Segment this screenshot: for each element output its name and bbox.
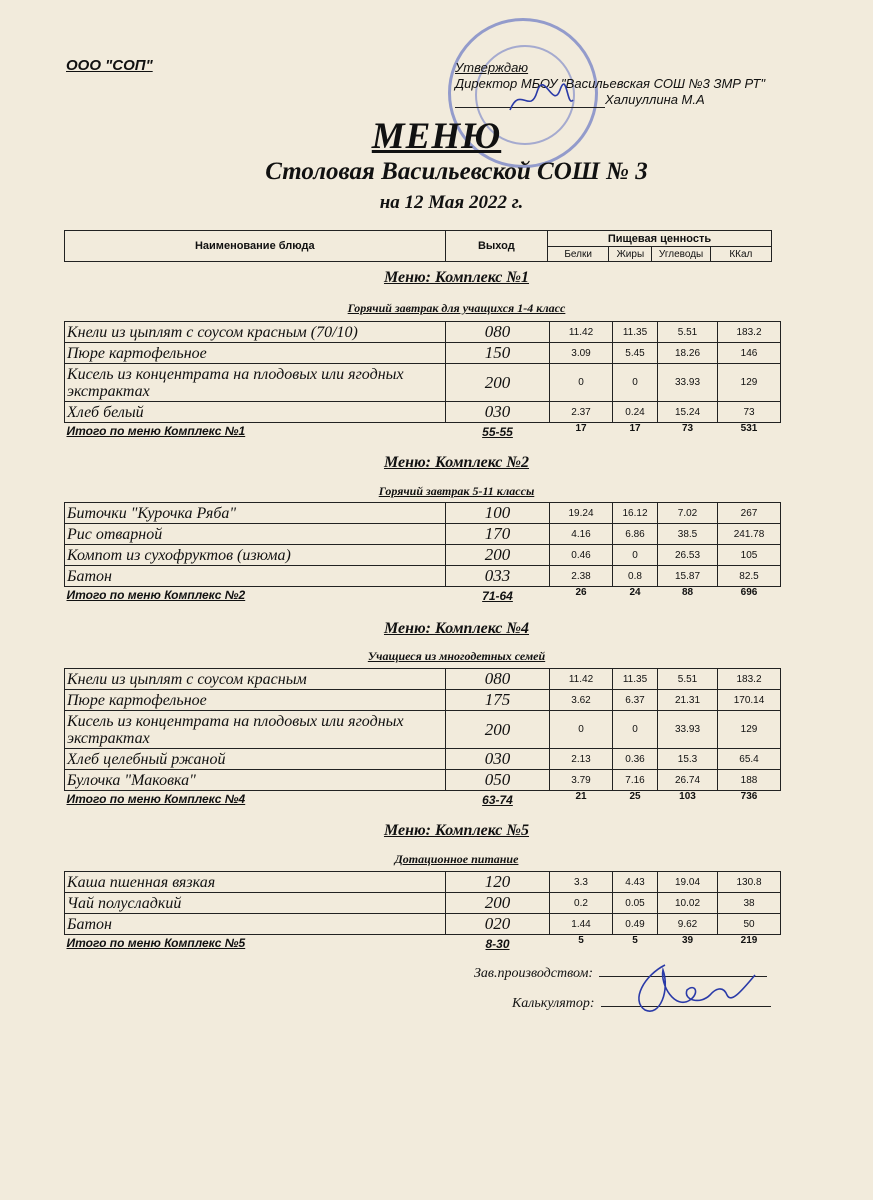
table-row: [65, 524, 781, 545]
dish-name: Батон: [65, 566, 446, 587]
total-fats: 5: [632, 935, 638, 946]
dish-fats: 0.8: [613, 566, 658, 587]
total-yield: 55-55: [482, 424, 513, 439]
dish-yield: 030: [446, 402, 550, 423]
section-subtitle: Горячий завтрак 5-11 классы: [378, 484, 535, 498]
dish-name: Кисель из концентрата на плодовых или ягодных экстрактах: [65, 364, 446, 402]
dish-name: Булочка "Маковка": [65, 770, 446, 791]
approval-block: [455, 60, 765, 108]
dish-proteins: 3.62: [550, 690, 613, 711]
dish-carbs: 33.93: [658, 711, 718, 749]
total-proteins: 21: [575, 791, 587, 802]
dish-kcal: 130.8: [718, 872, 781, 893]
dish-yield: 080: [446, 322, 550, 343]
total-kcal: 219: [740, 935, 758, 946]
table-row: [65, 364, 781, 402]
header-fats: Жиры: [609, 247, 652, 262]
dish-fats: 7.16: [613, 770, 658, 791]
dish-carbs: 15.87: [658, 566, 718, 587]
section-subtitle: Дотационное питание: [394, 852, 519, 866]
dish-kcal: 129: [718, 364, 781, 402]
dish-name: Каша пшенная вязкая: [65, 872, 446, 893]
dish-kcal: 65.4: [718, 749, 781, 770]
dish-name: Пюре картофельное: [65, 343, 446, 364]
section-title: Меню: Комплекс №2: [383, 454, 530, 471]
table-row: [65, 322, 781, 343]
dish-yield: 175: [446, 690, 550, 711]
total-label: Итого по меню Комплекс №5: [66, 936, 246, 950]
section-title: Меню: Комплекс №5: [383, 822, 530, 839]
dish-yield: 170: [446, 524, 550, 545]
dish-carbs: 26.53: [658, 545, 718, 566]
dish-carbs: 5.51: [658, 322, 718, 343]
dish-fats: 0.05: [613, 893, 658, 914]
dish-kcal: 183.2: [718, 669, 781, 690]
section-subtitle: Горячий завтрак для учащихся 1-4 класс: [347, 301, 566, 315]
dish-kcal: 146: [718, 343, 781, 364]
menu-table-complex-4: [64, 668, 781, 808]
dish-kcal: 170.14: [718, 690, 781, 711]
calculator-label: Калькулятор:: [512, 996, 595, 1011]
dish-proteins: 2.37: [550, 402, 613, 423]
dish-kcal: 38: [718, 893, 781, 914]
total-proteins: 26: [575, 587, 587, 598]
section-title: Меню: Комплекс №1: [383, 269, 530, 286]
dish-fats: 0: [613, 364, 658, 402]
dish-carbs: 9.62: [658, 914, 718, 935]
total-carbs: 73: [681, 423, 694, 434]
dish-fats: 6.37: [613, 690, 658, 711]
dish-carbs: 33.93: [658, 364, 718, 402]
dish-carbs: 10.02: [658, 893, 718, 914]
dish-fats: 6.86: [613, 524, 658, 545]
dish-yield: 100: [446, 503, 550, 524]
approver-name: Халиуллина М.А: [605, 92, 705, 107]
director-signature: [505, 80, 575, 120]
total-proteins: 17: [575, 423, 587, 434]
dish-proteins: 0.2: [550, 893, 613, 914]
table-row: [65, 503, 781, 524]
dish-proteins: 19.24: [550, 503, 613, 524]
dish-fats: 16.12: [613, 503, 658, 524]
total-label: Итого по меню Комплекс №1: [66, 424, 246, 438]
table-row: [65, 770, 781, 791]
table-row: [65, 545, 781, 566]
dish-kcal: 129: [718, 711, 781, 749]
dish-proteins: 0: [550, 364, 613, 402]
total-carbs: 103: [679, 791, 696, 802]
dish-yield: 050: [446, 770, 550, 791]
dish-kcal: 50: [718, 914, 781, 935]
calculator-signature: [615, 955, 765, 1020]
total-fats: 24: [629, 587, 641, 598]
table-row: [65, 872, 781, 893]
total-yield: 63-74: [482, 792, 513, 807]
dish-proteins: 1.44: [550, 914, 613, 935]
dish-carbs: 26.74: [658, 770, 718, 791]
header-dish: Наименование блюда: [65, 231, 446, 262]
table-row: [65, 566, 781, 587]
menu-table-complex-1: [64, 321, 781, 440]
dish-yield: 200: [446, 364, 550, 402]
dish-name: Кнели из цыплят с соусом красным: [65, 669, 446, 690]
table-row: [65, 749, 781, 770]
dish-proteins: 0: [550, 711, 613, 749]
page-subtitle: Столовая Васильевской СОШ № 3: [265, 158, 648, 185]
total-carbs: 39: [681, 935, 694, 946]
dish-proteins: 2.38: [550, 566, 613, 587]
dish-carbs: 21.31: [658, 690, 718, 711]
table-row: [65, 893, 781, 914]
table-row: [65, 914, 781, 935]
header-yield: Выход: [445, 231, 547, 262]
dish-fats: 0: [613, 545, 658, 566]
dish-name: Батон: [65, 914, 446, 935]
dish-proteins: 11.42: [550, 669, 613, 690]
dish-yield: 020: [446, 914, 550, 935]
dish-proteins: 0.46: [550, 545, 613, 566]
total-proteins: 5: [578, 935, 584, 946]
header-carbs: Углеводы: [652, 247, 710, 262]
dish-fats: 11.35: [613, 322, 658, 343]
dish-yield: 033: [446, 566, 550, 587]
dish-fats: 0.49: [613, 914, 658, 935]
approve-word: Утверждаю: [455, 60, 529, 75]
dish-kcal: 188: [718, 770, 781, 791]
dish-carbs: 15.24: [658, 402, 718, 423]
dish-yield: 200: [446, 545, 550, 566]
dish-kcal: 105: [718, 545, 781, 566]
menu-table-complex-5: [64, 871, 781, 952]
dish-proteins: 3.09: [550, 343, 613, 364]
dish-yield: 120: [446, 872, 550, 893]
dish-kcal: 82.5: [718, 566, 781, 587]
dish-carbs: 15.3: [658, 749, 718, 770]
dish-fats: 11.35: [613, 669, 658, 690]
dish-proteins: 3.3: [550, 872, 613, 893]
table-row: [65, 402, 781, 423]
total-carbs: 88: [681, 587, 694, 598]
header-nutrition: Пищевая ценность: [548, 231, 772, 247]
dish-carbs: 38.5: [658, 524, 718, 545]
header-kcal: ККал: [710, 247, 771, 262]
dish-yield: 150: [446, 343, 550, 364]
section-title: Меню: Комплекс №4: [383, 620, 530, 637]
table-row: [65, 690, 781, 711]
dish-name: Пюре картофельное: [65, 690, 446, 711]
dish-proteins: 2.13: [550, 749, 613, 770]
dish-yield: 030: [446, 749, 550, 770]
total-kcal: 736: [740, 791, 758, 802]
dish-yield: 200: [446, 711, 550, 749]
dish-name: Компот из сухофруктов (изюма): [65, 545, 446, 566]
dish-fats: 0.36: [613, 749, 658, 770]
total-row: [65, 791, 781, 809]
total-yield: 71-64: [482, 588, 513, 603]
page-title: МЕНЮ: [371, 116, 502, 157]
dish-fats: 0: [613, 711, 658, 749]
company-name: ООО "СОП": [66, 57, 153, 74]
dish-name: Кисель из концентрата на плодовых или ягодных экстрактах: [65, 711, 446, 749]
total-label: Итого по меню Комплекс №2: [66, 588, 246, 602]
dish-carbs: 18.26: [658, 343, 718, 364]
dish-carbs: 19.04: [658, 872, 718, 893]
total-kcal: 696: [740, 587, 758, 598]
header-proteins: Белки: [548, 247, 609, 262]
total-kcal: 531: [740, 423, 758, 434]
table-header: [64, 230, 772, 262]
menu-table-complex-2: [64, 502, 781, 604]
dish-proteins: 11.42: [550, 322, 613, 343]
dish-kcal: 241.78: [718, 524, 781, 545]
section-subtitle: Учащиеся из многодетных семей: [367, 649, 546, 663]
menu-date: на 12 Мая 2022 г.: [379, 192, 524, 213]
total-row: [65, 587, 781, 605]
total-row: [65, 423, 781, 441]
total-label: Итого по меню Комплекс №4: [66, 792, 246, 806]
dish-kcal: 183.2: [718, 322, 781, 343]
dish-fats: 4.43: [613, 872, 658, 893]
dish-fats: 5.45: [613, 343, 658, 364]
dish-proteins: 4.16: [550, 524, 613, 545]
table-row: [65, 343, 781, 364]
dish-carbs: 5.51: [658, 669, 718, 690]
approver-position: Директор МБОУ "Васильевская СОШ №3 ЗМР РТ": [455, 76, 766, 91]
dish-kcal: 267: [718, 503, 781, 524]
total-fats: 17: [629, 423, 641, 434]
table-row: [65, 711, 781, 749]
dish-name: Чай полусладкий: [65, 893, 446, 914]
production-manager-label: Зав.производством:: [474, 966, 594, 981]
dish-name: Рис отварной: [65, 524, 446, 545]
dish-carbs: 7.02: [658, 503, 718, 524]
table-row: [65, 669, 781, 690]
total-row: [65, 935, 781, 953]
total-yield: 8-30: [485, 936, 510, 951]
dish-name: Хлеб белый: [65, 402, 446, 423]
dish-proteins: 3.79: [550, 770, 613, 791]
dish-yield: 080: [446, 669, 550, 690]
dish-name: Кнели из цыплят с соусом красным (70/10): [65, 322, 446, 343]
dish-name: Биточки "Курочка Ряба": [65, 503, 446, 524]
dish-fats: 0.24: [613, 402, 658, 423]
dish-yield: 200: [446, 893, 550, 914]
total-fats: 25: [629, 791, 641, 802]
dish-name: Хлеб целебный ржаной: [65, 749, 446, 770]
dish-kcal: 73: [718, 402, 781, 423]
